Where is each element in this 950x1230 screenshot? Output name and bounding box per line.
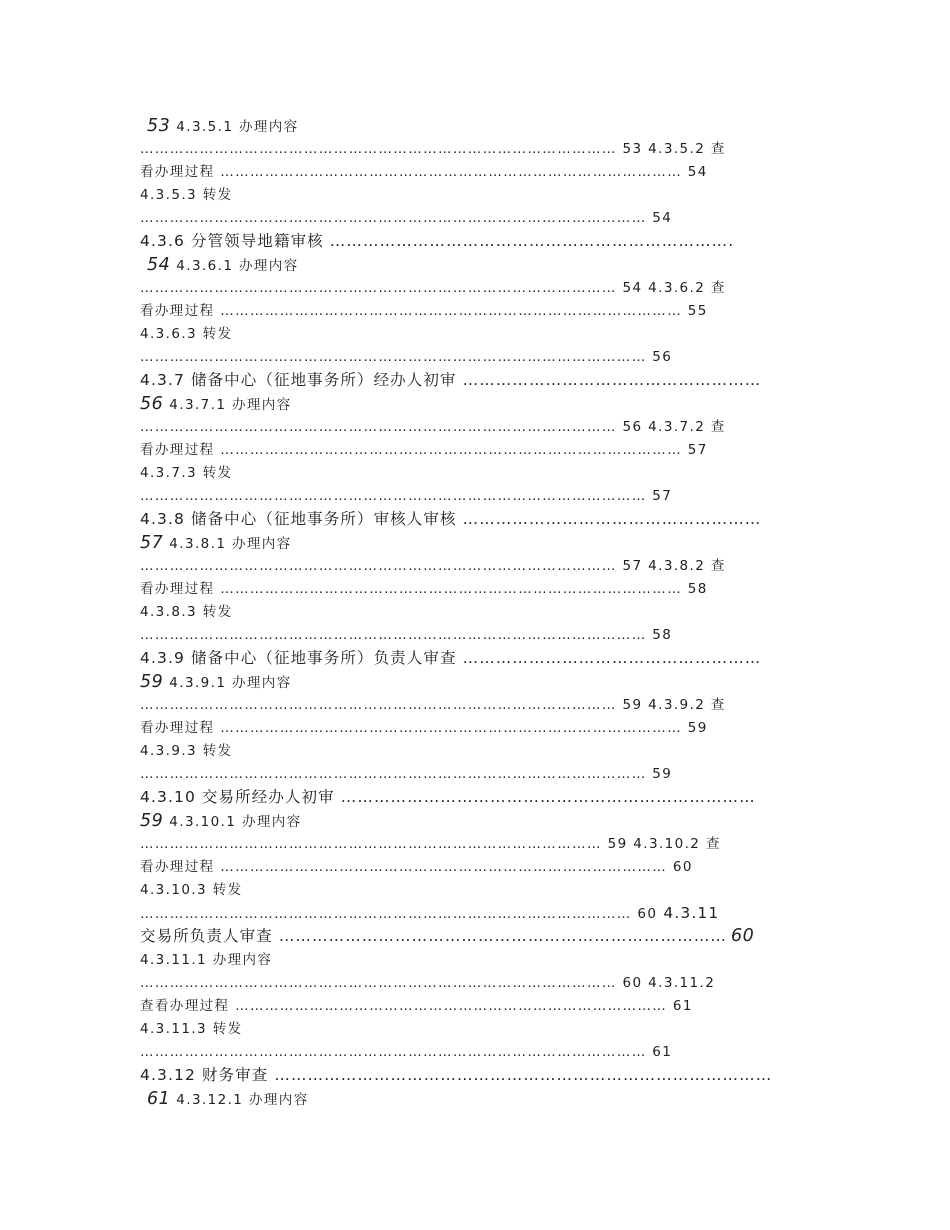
- page-number: 59: [140, 811, 164, 831]
- toc-entry: 4.3.8.1 办理内容: [169, 536, 292, 552]
- toc-line: 4.3.11.3 转发: [140, 1021, 243, 1037]
- toc-line: 看办理过程 ……………………………………………………………………………… 60: [140, 859, 693, 875]
- toc-line: [140, 926, 754, 946]
- toc-line: 看办理过程 ………………………………………………………………………………… 57: [140, 442, 708, 458]
- toc-heading: 4.3.9 储备中心（征地事务所）负责人审查 ………………………………………………: [140, 649, 762, 667]
- toc-line: ………………………………………………………………………………………… 56: [140, 349, 673, 365]
- toc-heading: 4.3.10 交易所经办人初审 …………………………………………………………………: [140, 788, 756, 806]
- toc-line: [140, 811, 302, 831]
- page-number: 54: [147, 255, 171, 275]
- toc-line: [140, 903, 719, 923]
- toc-entry: 4.3.9.1 办理内容: [169, 675, 292, 691]
- toc-heading: 4.3.12 财务审查 ………………………………………………………………………………: [140, 1066, 773, 1084]
- toc-entry: 4.3.10.1 办理内容: [169, 814, 302, 830]
- toc-line: 4.3.11.1 办理内容: [140, 952, 273, 968]
- toc-line: [147, 116, 299, 136]
- toc-line: [140, 394, 292, 414]
- toc-line: 看办理过程 ………………………………………………………………………………… 58: [140, 581, 708, 597]
- toc-line: …………………………………………………………………………………… 60 4.3.11.2: [140, 975, 716, 991]
- toc-line: ………………………………………………………………………………………… 54: [140, 210, 673, 226]
- toc-line: 看办理过程 ………………………………………………………………………………… 59: [140, 720, 708, 736]
- toc-line: 4.3.5.3 转发: [140, 187, 233, 203]
- toc-line: …………………………………………………………………………………… 54 4.3.6.2 查: [140, 280, 726, 296]
- page-number: 57: [140, 533, 164, 553]
- page-number: 61: [147, 1089, 171, 1109]
- page-number: 56: [140, 394, 164, 414]
- page-number: 60: [731, 926, 755, 946]
- toc-line: [147, 255, 299, 275]
- toc-line: 看办理过程 ………………………………………………………………………………… 54: [140, 164, 708, 180]
- toc-line: 4.3.6.3 转发: [140, 326, 233, 342]
- toc-entry: 4.3.6.1 办理内容: [176, 258, 299, 274]
- toc-entry: 4.3.5.1 办理内容: [176, 119, 299, 135]
- toc-heading: 4.3.7 储备中心（征地事务所）经办人初审 ………………………………………………: [140, 371, 762, 389]
- toc-line: [147, 1089, 309, 1109]
- toc-line: [140, 533, 292, 553]
- toc-line: …………………………………………………………………………………… 56 4.3.7.2 查: [140, 419, 726, 435]
- toc-leader: ……………………………………………………………………………………… 60: [140, 906, 658, 922]
- toc-line: 4.3.10.3 转发: [140, 882, 243, 898]
- toc-line: ………………………………………………………………………………… 59 4.3.10.2 查: [140, 836, 721, 852]
- toc-line: …………………………………………………………………………………… 57 4.3.8.2 查: [140, 558, 726, 574]
- toc-heading: 4.3.6 分管领导地籍审核 ……………………………………………………………….: [140, 232, 735, 250]
- toc-line: ………………………………………………………………………………………… 59: [140, 766, 673, 782]
- toc-entry: 4.3.12.1 办理内容: [176, 1092, 309, 1108]
- toc-line: ………………………………………………………………………………………… 61: [140, 1044, 673, 1060]
- toc-line: ………………………………………………………………………………………… 57: [140, 488, 673, 504]
- toc-line: …………………………………………………………………………………… 53 4.3.5.2 查: [140, 141, 726, 157]
- toc-line: 看办理过程 ………………………………………………………………………………… 55: [140, 303, 708, 319]
- toc-entry: 4.3.7.1 办理内容: [169, 397, 292, 413]
- toc-line: 4.3.7.3 转发: [140, 465, 233, 481]
- toc-line: ………………………………………………………………………………………… 58: [140, 627, 673, 643]
- toc-line: …………………………………………………………………………………… 59 4.3.9.2 查: [140, 697, 726, 713]
- toc-heading: 4.3.8 储备中心（征地事务所）审核人审核 ………………………………………………: [140, 510, 762, 528]
- toc-heading: 交易所负责人审查 ………………………………………………………………………: [140, 927, 728, 945]
- page-number: 59: [140, 672, 164, 692]
- toc-line: [140, 672, 292, 692]
- toc-line: 查看办理过程 …………………………………………………………………………… 61: [140, 998, 693, 1014]
- page-number: 53: [147, 116, 171, 136]
- toc-heading-number: 4.3.11: [657, 904, 720, 922]
- toc-line: 4.3.8.3 转发: [140, 604, 233, 620]
- toc-line: 4.3.9.3 转发: [140, 743, 233, 759]
